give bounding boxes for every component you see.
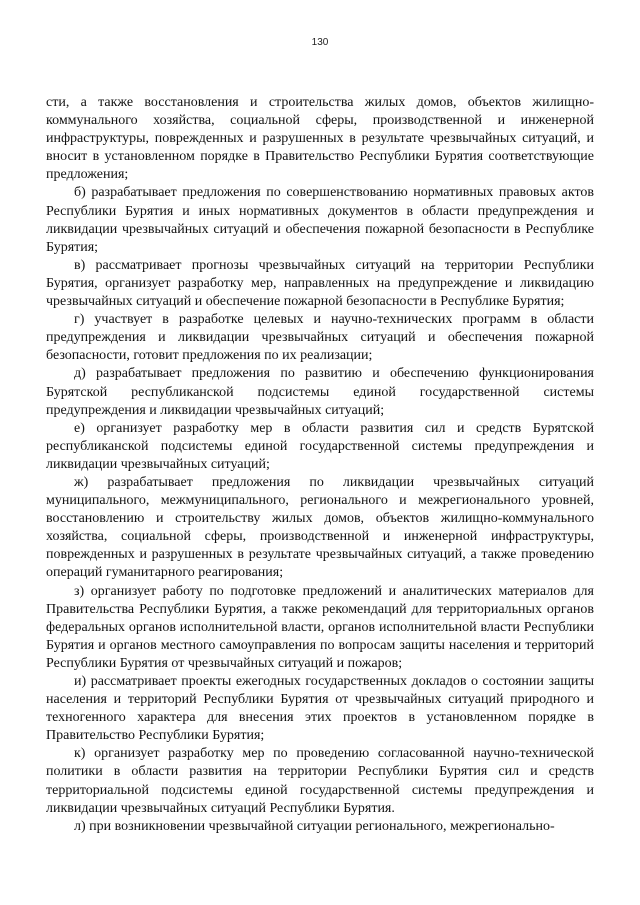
paragraph-e: е) организует разработку мер в области развития сил и средств Бурятской республиканской подсистемы единой государственной системы предупреждения и ликвидации чрезвычайных ситуаций; — [46, 420, 594, 472]
page-number: 130 — [311, 37, 329, 48]
paragraph-z: з) организует работу по подготовке предложений и аналитических материалов для Правительства Республики Бурятия, а также рекомендаций для территориальных органов федеральных органов исполнительной власти, органов исполнительной власти Республики Бурятия и органов местного самоуправления по вопросам защиты населения и территорий Республики Бурятия от чрезвычайных ситуаций и пожаров; — [46, 583, 594, 671]
paragraph-l: л) при возникновении чрезвычайной ситуации регионального, межрегионально- — [74, 818, 555, 834]
paragraph-continuation: сти, а также восстановления и строительства жилых домов, объектов жилищно-коммунального хозяйства, социальной сферы, производственной и инженерной инфраструктуры, поврежденных и разрушенных в результате чрезвычайных ситуаций, и вносит в установленном порядке в Правительство Республики Бурятия соответствующие предложения; — [46, 95, 594, 183]
paragraph-v: в) рассматривает прогнозы чрезвычайных ситуаций на территории Республики Бурятия, организует разработку мер, направленных на предупреждение и ликвидацию чрезвычайных ситуаций и обеспечение пожарной безопасности в Республике Бурятия; — [46, 257, 594, 310]
document-body — [46, 94, 594, 836]
paragraph-d: д) разрабатывает предложения по развитию и обеспечению функционирования Бурятской республиканской подсистемы единой государственной системы предупреждения и ликвидации чрезвычайных ситуаций; — [46, 366, 594, 418]
paragraph-zh: ж) разрабатывает предложения по ликвидации чрезвычайных ситуаций муниципального, межмуниципального, регионального и межрегионального уровней, восстановлению и строительству жилых домов, объектов жилищно-коммунального хозяйства, социальной сферы, производственной и инженерной инфраструктуры, поврежденных и разрушенных в результате чрезвычайных ситуаций, а также проведению операций гуманитарного реагирования; — [46, 474, 594, 581]
paragraph-g: г) участвует в разработке целевых и научно-технических программ в области предупреждения и ликвидации чрезвычайных ситуаций и обеспечения пожарной безопасности, готовит предложения по их реализации; — [46, 312, 594, 364]
paragraph-i: и) рассматривает проекты ежегодных государственных докладов о состоянии защиты населения и территорий Республики Бурятия от чрезвычайных ситуаций природного и техногенного характера для внесения этих проектов в установленном порядке в Правительство Республики Бурятия; — [46, 674, 594, 744]
paragraph-b: б) разрабатывает предложения по совершенствованию нормативных правовых актов Республики Бурятия и иных нормативных документов в области предупреждения и ликвидации чрезвычайных ситуаций и обеспечения пожарной безопасности в Республике Бурятия; — [46, 185, 594, 255]
paragraph-k: к) организует разработку мер по проведению согласованной научно-технической политики в области развития на территории Республики Бурятия сил и средств территориальной подсистемы единой государственной системы предупреждения и ликвидации чрезвычайных ситуаций Республики Бурятия. — [46, 746, 594, 816]
